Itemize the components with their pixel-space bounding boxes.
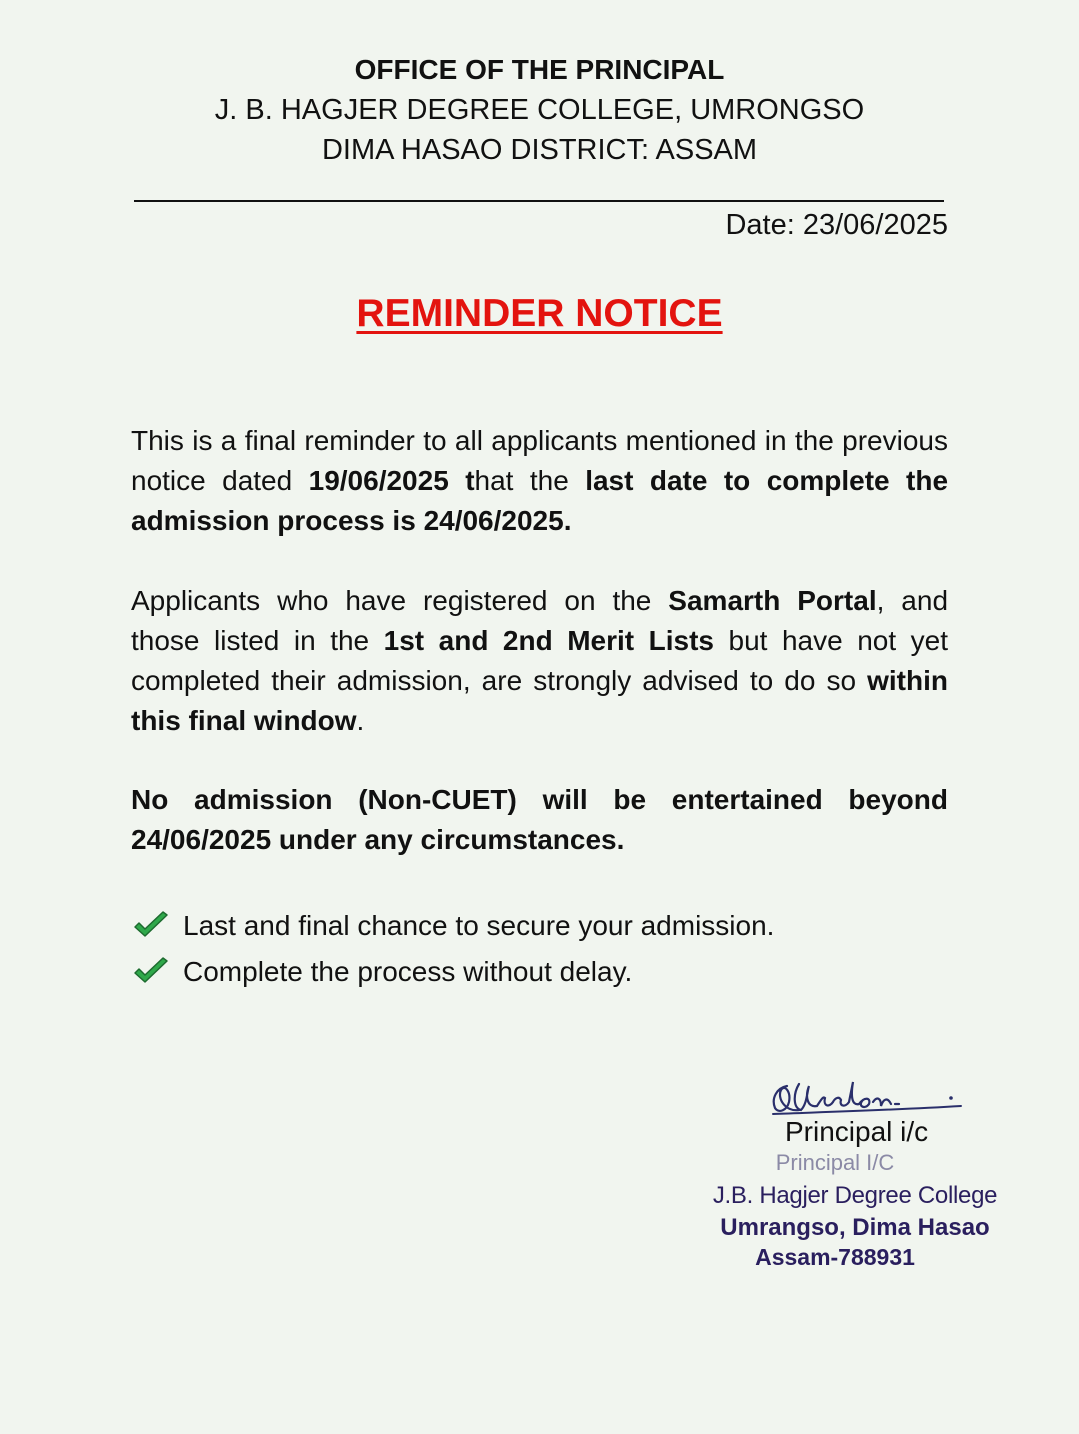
list-item — [131, 903, 774, 949]
final-window: within this final window — [131, 665, 948, 736]
college-district: DIMA HASAO DISTRICT: ASSAM — [321, 134, 758, 166]
text: hat the — [474, 465, 586, 496]
signature-block — [695, 1074, 1015, 1274]
stamp-text: Assam-788931 — [755, 1244, 915, 1270]
notice-title: REMINDER NOTICE — [356, 292, 723, 335]
text: but have not yet completed their admission, are strongly advised to do so — [131, 625, 948, 696]
last-date-statement: last date to complete the admission process is 24/06/2025. — [131, 465, 949, 536]
text: Applicants who have registered on the — [131, 585, 669, 616]
portal-name: Samarth Portal — [668, 585, 877, 616]
college-name: J. B. HAGJER DEGREE COLLEGE, UMRONGSO — [214, 94, 865, 126]
header-divider — [134, 200, 944, 202]
list-item — [131, 949, 774, 995]
previous-notice-date: 19/06/2025 — [308, 465, 449, 496]
notice-date: Date: 23/06/2025 — [725, 209, 948, 241]
checkmark-icon — [131, 910, 171, 942]
paragraph-warning: No admission (Non-CUET) will be entertained beyond 24/06/2025 under any circumstances. — [131, 784, 948, 855]
text: . — [356, 705, 365, 736]
text — [449, 465, 465, 496]
letterhead — [0, 50, 1079, 170]
text: This is a final reminder to all applicants mentioned in the previous notice dated — [131, 425, 948, 496]
text-bold: t — [465, 465, 475, 496]
paragraph-reminder — [131, 421, 948, 541]
merit-lists: 1st and 2nd Merit Lists — [383, 625, 714, 656]
office-title: OFFICE OF THE PRINCIPAL — [354, 54, 725, 85]
stamp-text: J.B. Hagjer Degree College — [712, 1182, 998, 1209]
paragraph-applicants — [131, 581, 948, 741]
checkmark-icon — [131, 956, 171, 988]
stamp-text: Umrangso, Dima Hasao — [720, 1214, 990, 1241]
college-stamp — [695, 1150, 1015, 1271]
text: , and those listed in the — [131, 585, 949, 656]
stamp-text: Principal I/C — [775, 1150, 895, 1175]
checklist-text: Last and final chance to secure your admission. — [183, 910, 775, 941]
checklist-text: Complete the process without delay. — [183, 956, 633, 987]
checklist — [131, 903, 774, 995]
signatory-designation: Principal i/c — [785, 1116, 929, 1147]
